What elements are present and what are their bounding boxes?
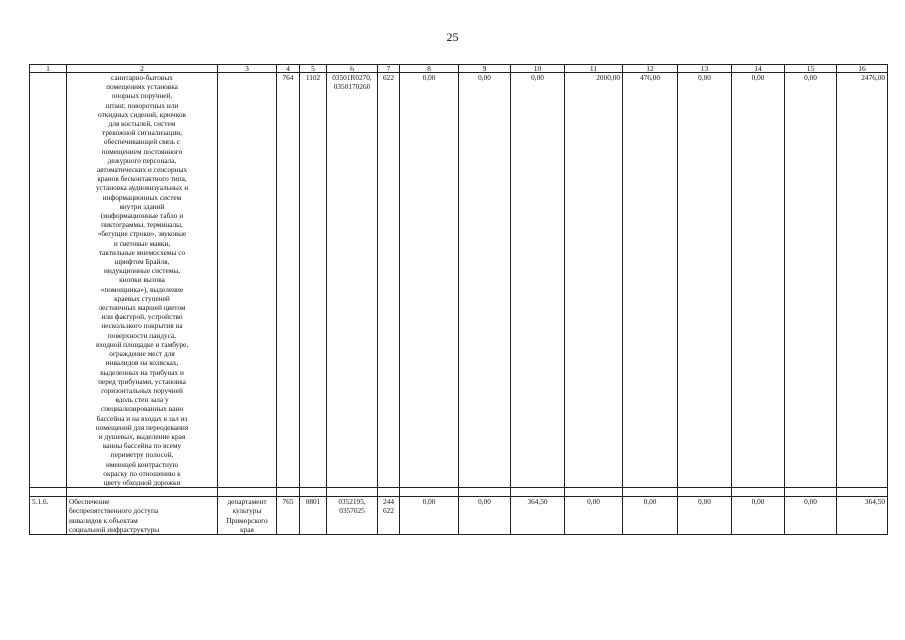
row-number: 5.1.6. [30, 497, 67, 535]
row-executor [218, 73, 277, 488]
col-14-value: 0,00 [732, 497, 785, 535]
header-cell: 6 [327, 65, 378, 73]
header-cell: 5 [300, 65, 327, 73]
col-9-value: 0,00 [459, 497, 511, 535]
col-15-value: 0,00 [785, 73, 837, 488]
col-16-value: 364,50 [837, 497, 888, 535]
col-6-value: 0352195, 0357025 [327, 497, 378, 535]
col-4-value: 764 [277, 73, 300, 488]
header-cell: 8 [400, 65, 459, 73]
row-executor: департамент культуры Приморского края [218, 497, 277, 535]
col-10-value: 364,50 [511, 497, 565, 535]
header-row [30, 65, 888, 73]
col-9-value: 0,00 [459, 73, 511, 488]
table-row [30, 73, 888, 488]
row-description: санитарно-бытовых помещениях установка опорных поручней, штанг, поворотных или откидных сидений, крючков для костылей, систем тревожной сигнализации, обеспечивающей связь с помещением постоянного дежурного персонала, автоматических и сенсорных кранов бесконтактного типа, установка аудиовизуальных и информационных систем внутри зданий (информационные табло и пиктограммы, терминалы, «бегущие строки», звуковые и световые маяки, тактильные мнемосхемы со шрифтом Брайля, индукционные системы, кнопки вызова «помощника»), выделение краевых ступеней лестничных маршей цветом или фактурой, устройство нескользкого покрытия на поверхности пандуса, входной площадке и тамбуре, ограждение мест для инвалидов на колясках, выделенных на трибунах и перед трибунами, установка горизонтальных поручней вдоль стен зала у специализированных ванн бассейна и на входах в зал из помещений для переодевания и душевых, выделение края ванны бассейна по всему периметру полосой, имеющей контрастную окраску по отношению к цвету обходной дорожки [67, 73, 218, 488]
col-5-value: 1102 [300, 73, 327, 488]
header-cell: 15 [785, 65, 837, 73]
header-cell: 1 [30, 65, 67, 73]
page-number: 25 [446, 30, 459, 44]
header-cell: 16 [837, 65, 888, 73]
table-row [30, 497, 888, 535]
col-7-value: 622 [378, 73, 400, 488]
col-15-value: 0,00 [785, 497, 837, 535]
col-11-value: 0,00 [565, 497, 623, 535]
header-cell: 14 [732, 65, 785, 73]
col-13-value: 0,00 [678, 497, 732, 535]
header-cell: 2 [67, 65, 218, 73]
col-6-value: 03501R0270, 0350170260 [327, 73, 378, 488]
row-number [30, 73, 67, 488]
spacer-row [30, 488, 888, 497]
col-10-value: 0,00 [511, 73, 565, 488]
col-7-value: 244 622 [378, 497, 400, 535]
col-5-value: 0801 [300, 497, 327, 535]
col-12-value: 476,00 [623, 73, 678, 488]
col-4-value: 765 [277, 497, 300, 535]
col-13-value: 0,00 [678, 73, 732, 488]
header-cell: 4 [277, 65, 300, 73]
header-cell: 12 [623, 65, 678, 73]
col-8-value: 0,00 [400, 73, 459, 488]
row-description: Обеспечение беспрепятственного доступа инвалидов к объектам социальной инфраструктуры [67, 497, 218, 535]
header-cell: 9 [459, 65, 511, 73]
header-cell: 10 [511, 65, 565, 73]
header-cell: 7 [378, 65, 400, 73]
col-11-value: 2000,00 [565, 73, 623, 488]
col-14-value: 0,00 [732, 73, 785, 488]
col-12-value: 0,00 [623, 497, 678, 535]
budget-table [29, 64, 888, 535]
col-16-value: 2476,00 [837, 73, 888, 488]
header-cell: 11 [565, 65, 623, 73]
header-cell: 13 [678, 65, 732, 73]
header-cell: 3 [218, 65, 277, 73]
col-8-value: 0,00 [400, 497, 459, 535]
